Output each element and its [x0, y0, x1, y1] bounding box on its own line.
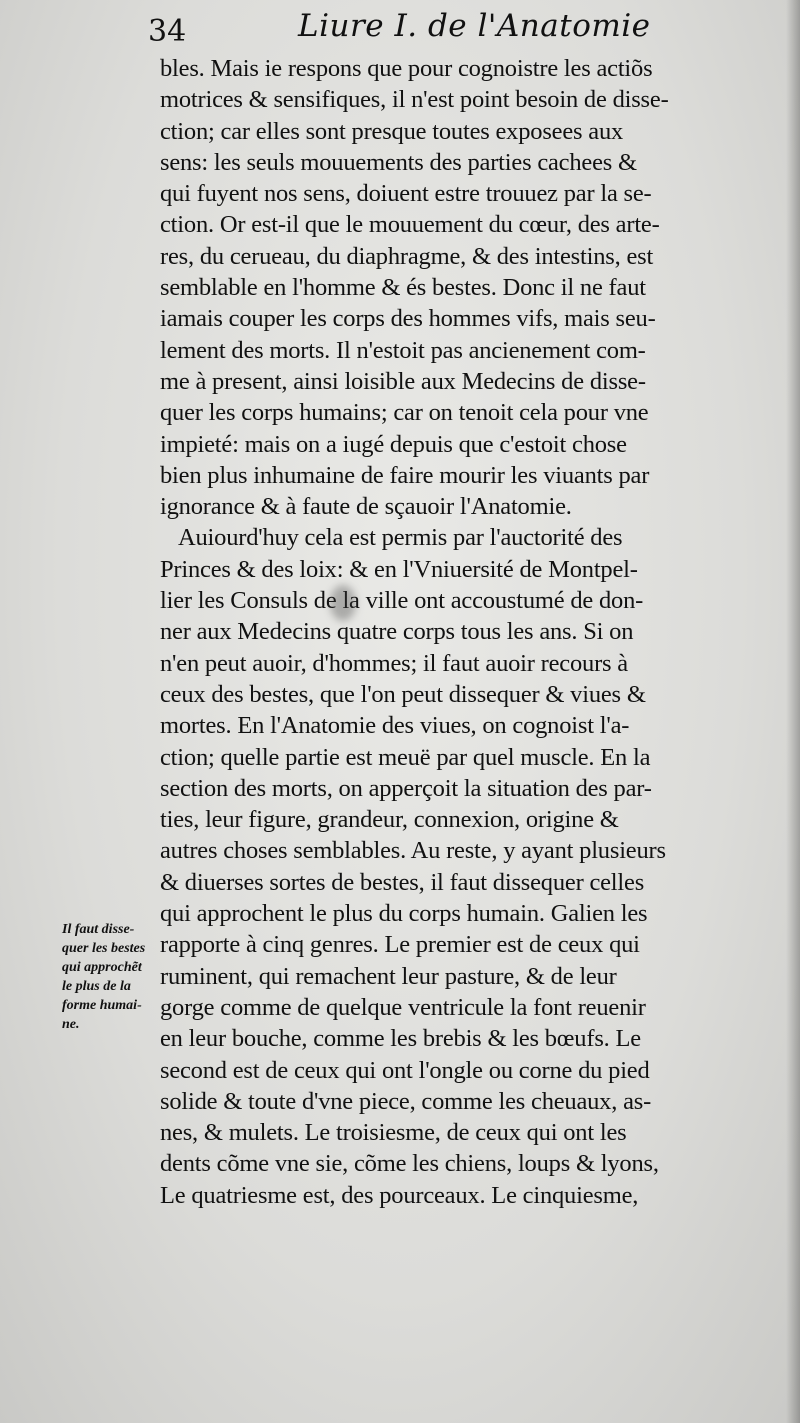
text-line: iamais couper les corps des hommes vifs, mais seu- [160, 305, 656, 333]
running-head: Liure I. de l'Anatomie [298, 8, 651, 44]
text-line: bien plus inhumaine de faire mourir les viuants par [160, 461, 650, 489]
text-line: Le quatriesme est, des pourceaux. Le cinquiesme, [160, 1181, 639, 1209]
text-line: bles. Mais ie respons que pour cognoistre les actiõs [160, 55, 653, 82]
text-line: second est de ceux qui ont l'ongle ou corne du pied [160, 1056, 650, 1084]
text-line: nes, & mulets. Le troisiesme, de ceux qui ont les [160, 1119, 627, 1147]
text-line: Princes & des loix: & en l'Vniuersité de Montpel- [160, 555, 638, 583]
text-line: sens: les seuls mouuements des parties cachees & [160, 148, 637, 176]
text-line: solide & toute d'vne piece, comme les cheuaux, as- [160, 1087, 652, 1115]
margin-note-line: ne. [62, 1017, 80, 1032]
text-line: autres choses semblables. Au reste, y ayant plusieurs [160, 837, 666, 865]
text-line: section des morts, on apperçoit la situation des par- [160, 774, 652, 802]
paragraph-start-line: Auiourd'huy cela est permis par l'auctorité des [178, 524, 623, 552]
margin-note-line: qui approchẽt [62, 960, 142, 975]
text-line: mortes. En l'Anatomie des viues, on cognoist l'a- [160, 712, 630, 740]
margin-note-line: forme humai- [62, 998, 142, 1013]
text-line: me à present, ainsi loisible aux Medecins de disse- [160, 367, 646, 395]
margin-note-line: Il faut disse- [62, 922, 135, 937]
text-line: qui fuyent nos sens, doiuent estre trouuez par la se- [160, 180, 652, 208]
page-header [148, 8, 788, 52]
text-line: dents cõme vne sie, cõme les chiens, loups & lyons, [160, 1150, 659, 1178]
text-line: qui approchent le plus du corps humain. Galien les [160, 900, 648, 928]
text-line: ties, leur figure, grandeur, connexion, origine & [160, 806, 619, 834]
text-line: motrices & sensifiques, il n'est point besoin de disse- [160, 86, 669, 114]
text-line: ner aux Medecins quatre corps tous les ans. Si on [160, 618, 634, 646]
ink-stain [330, 585, 356, 621]
text-line: ction; quelle partie est meuë par quel muscle. En la [160, 743, 651, 771]
margin-note [62, 920, 182, 1034]
text-line: impieté: mais on a iugé depuis que c'estoit chose [160, 430, 627, 458]
text-line: lement des morts. Il n'estoit pas ancienement com- [160, 336, 646, 364]
text-line: quer les corps humains; car on tenoit cela pour vne [160, 399, 649, 427]
text-line: semblable en l'homme & és bestes. Donc il ne faut [160, 274, 646, 302]
page-number: 34 [148, 14, 187, 49]
text-line: ction; car elles sont presque toutes exposees aux [160, 117, 624, 145]
margin-note-line: le plus de la [62, 979, 131, 994]
text-line: res, du cerueau, du diaphragme, & des intestins, est [160, 242, 654, 270]
text-line: ction. Or est-il que le mouuement du cœur, des arte- [160, 211, 660, 239]
text-line: & diuerses sortes de bestes, il faut dissequer celles [160, 868, 645, 896]
text-line: en leur bouche, comme les brebis & les bœufs. Le [160, 1025, 641, 1053]
text-line: n'en peut auoir, d'hommes; il faut auoir recours à [160, 649, 628, 677]
text-line: ruminent, qui remachent leur pasture, & de leur [160, 962, 617, 990]
text-line: gorge comme de quelque ventricule la font reuenir [160, 993, 646, 1021]
page-edge-shadow [786, 0, 800, 1423]
text-line: ignorance & à faute de sçauoir l'Anatomie. [160, 493, 572, 521]
text-line: lier les Consuls de la ville ont accoustumé de don- [160, 587, 644, 615]
margin-note-line: quer les bestes [62, 941, 146, 956]
text-line: rapporte à cinq genres. Le premier est de ceux qui [160, 931, 640, 959]
text-line: ceux des bestes, que l'on peut dissequer & viues & [160, 680, 646, 708]
body-text [160, 53, 786, 1211]
